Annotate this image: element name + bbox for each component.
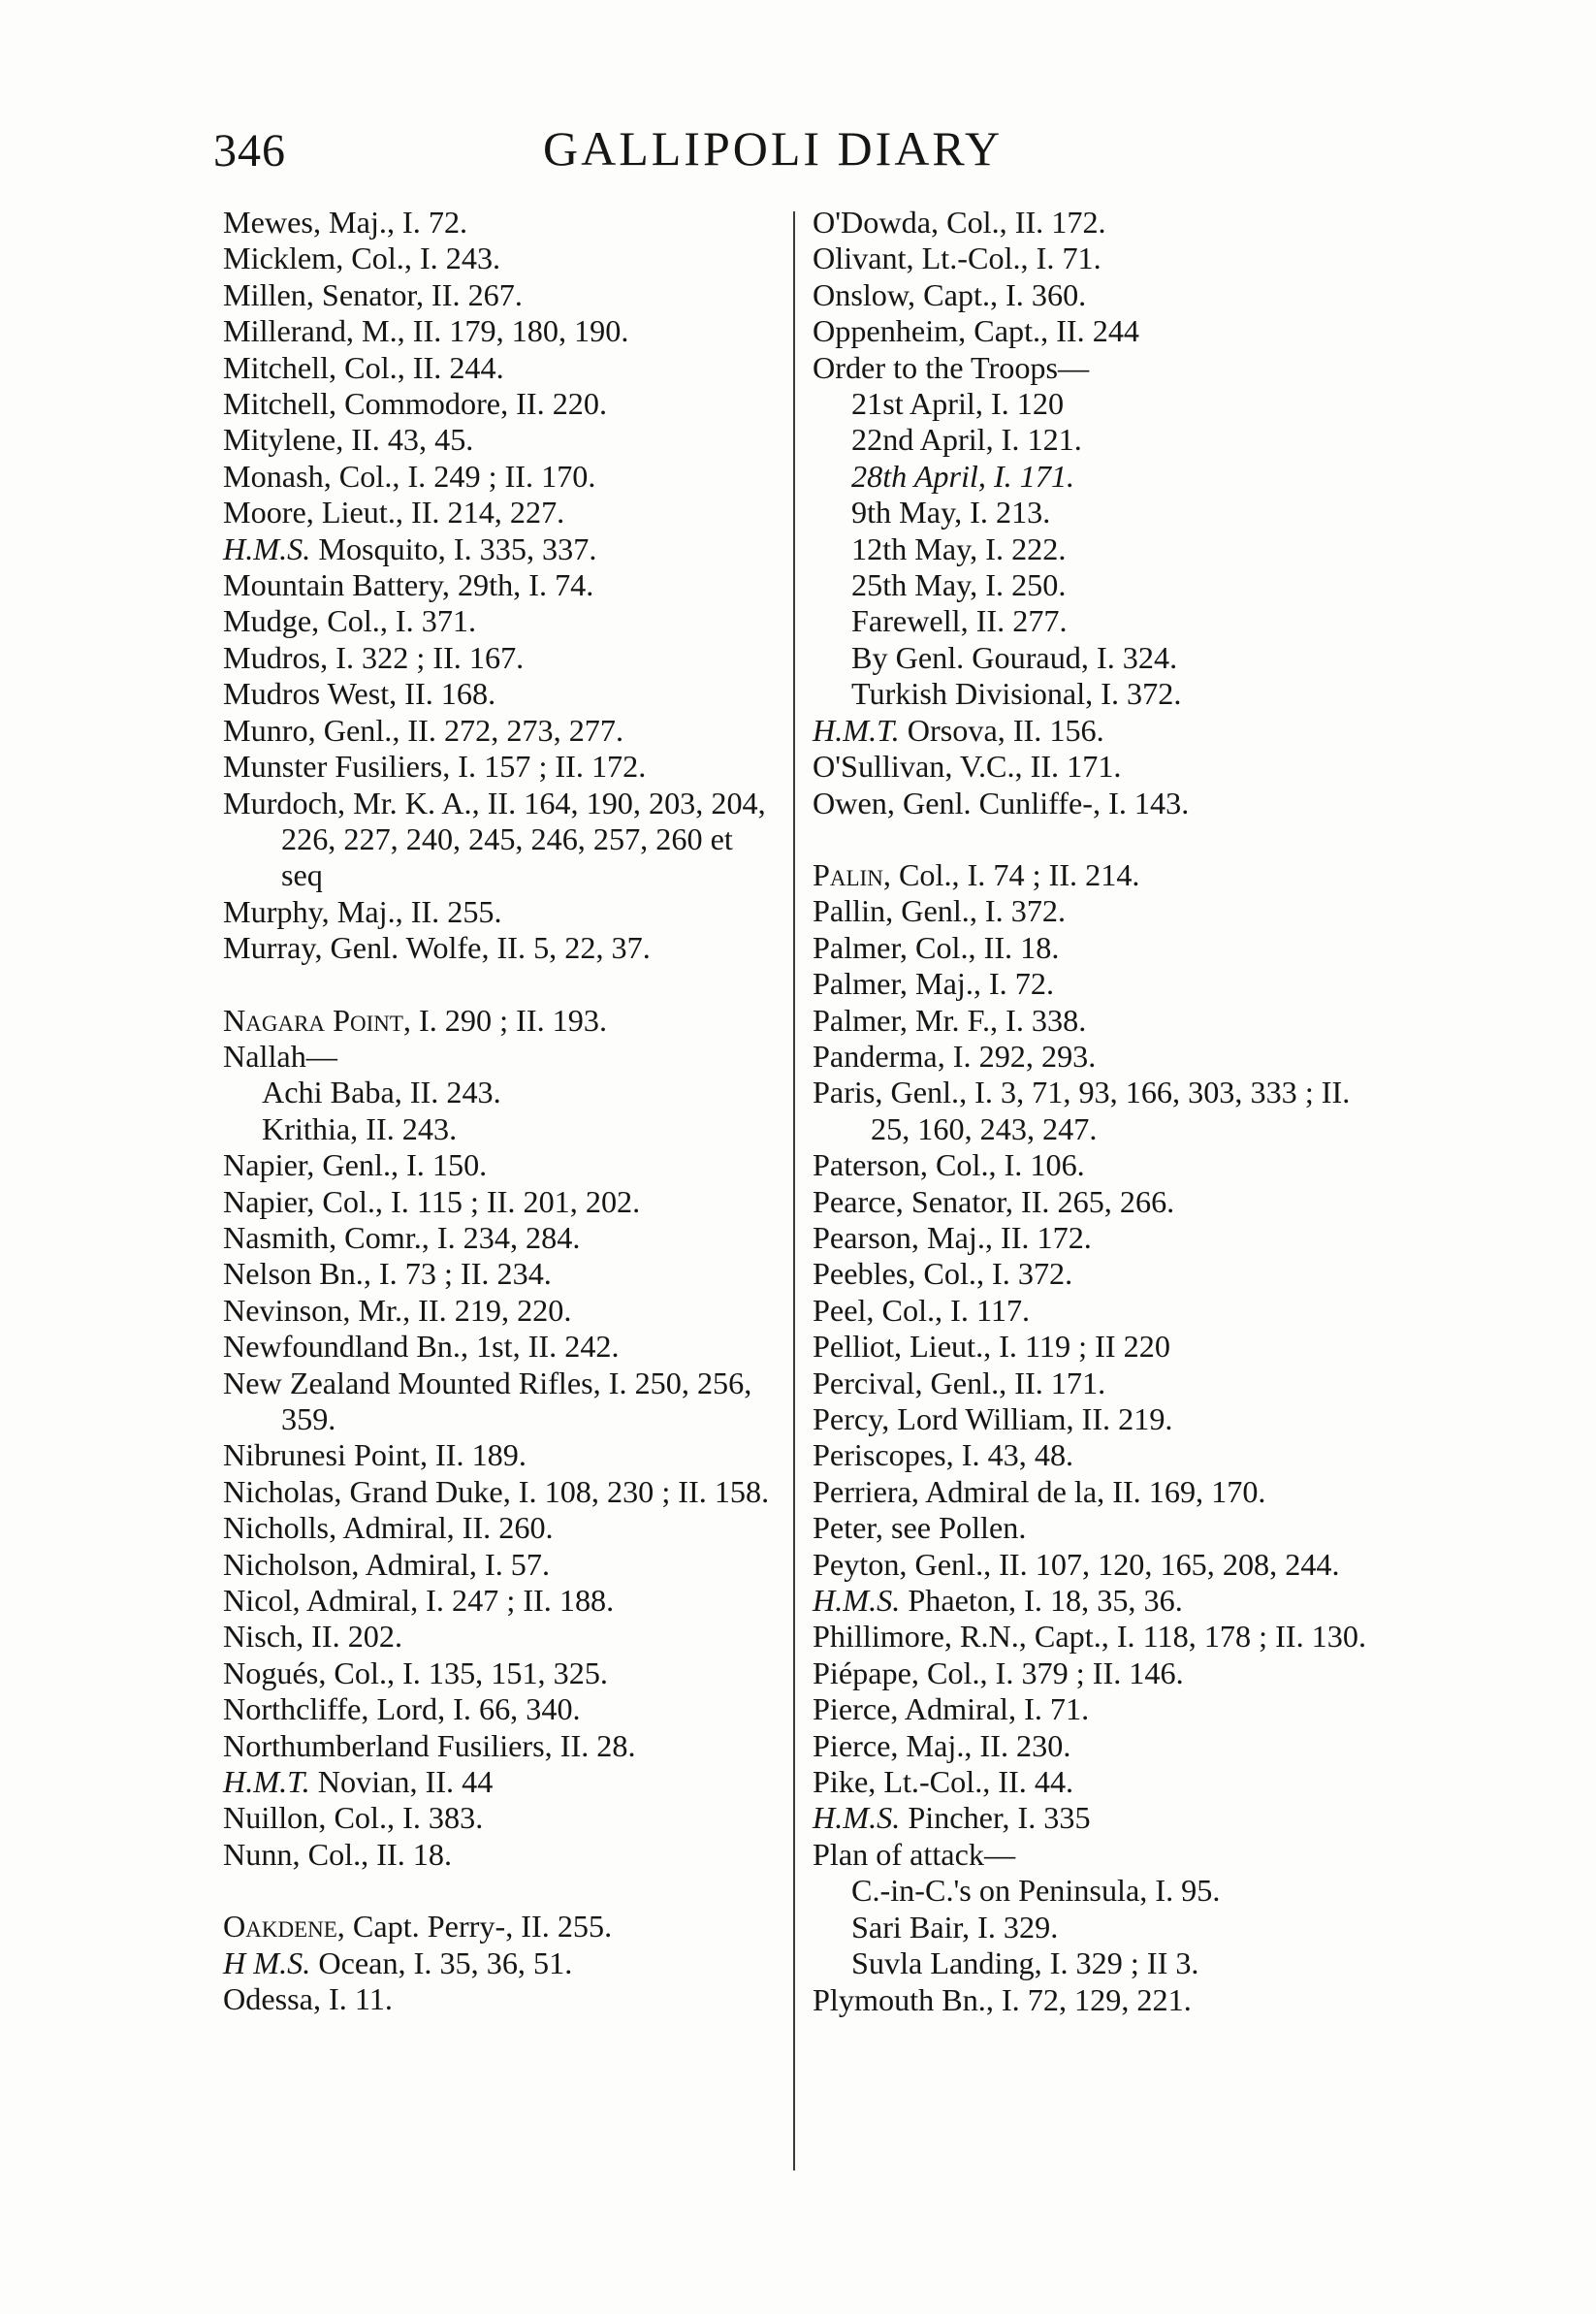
entry-text: Odessa, I. 11. [223, 1981, 393, 2017]
entry-text: Onslow, Capt., I. 360. [813, 276, 1087, 312]
index-entry [813, 1764, 1370, 1800]
entry-text: Phillimore, R.N., Capt., I. 118, 178 ; II. 130. [813, 1619, 1366, 1655]
entry-text: Mewes, Maj., I. 72. [223, 205, 468, 240]
index-entry [813, 1184, 1370, 1220]
index-entry [223, 1945, 771, 1981]
entry-text: Nevinson, Mr., II. 219, 220. [223, 1292, 572, 1328]
entry-text: Nasmith, Comr., I. 234, 284. [223, 1219, 581, 1255]
entry-text: Sari Bair, I. 329. [851, 1909, 1059, 1944]
index-column-left [223, 205, 771, 2018]
entry-text: Peyton, Genl., II. 107, 120, 165, 208, 244. [813, 1546, 1340, 1582]
entry-text: Panderma, I. 292, 293. [813, 1038, 1097, 1074]
index-entry [813, 1366, 1370, 1401]
index-entry [223, 1547, 771, 1583]
index-entry [223, 1437, 771, 1473]
index-entry [813, 1220, 1370, 1256]
index-entry [813, 1510, 1370, 1546]
entry-text: 9th May, I. 213. [851, 495, 1051, 530]
index-entry [223, 1147, 771, 1183]
index-entry [813, 1147, 1370, 1183]
index-entry [223, 676, 771, 712]
entry-headword: Palin [813, 856, 883, 892]
entry-text: Pierce, Maj., II. 230. [813, 1727, 1071, 1763]
entry-text: Newfoundland Bn., 1st, II. 242. [223, 1329, 620, 1365]
entry-text: Napier, Col., I. 115 ; II. 201, 202. [223, 1183, 641, 1219]
entry-text: Periscopes, I. 43, 48. [813, 1437, 1074, 1473]
entry-text: Micklem, Col., I. 243. [223, 241, 501, 276]
index-entry [223, 1909, 771, 1944]
index-entry [813, 1691, 1370, 1727]
entry-text: Nicholls, Admiral, II. 260. [223, 1510, 554, 1546]
index-entry [813, 893, 1370, 929]
entry-text: O'Sullivan, V.C., II. 171. [813, 749, 1122, 785]
index-subentry [813, 422, 1370, 458]
page-number: 346 [213, 125, 286, 177]
entry-text: 12th May, I. 222. [851, 530, 1067, 566]
entry-headword: Oakdene [223, 1909, 337, 1944]
entry-text: Nuillon, Col., I. 383. [223, 1800, 484, 1836]
index-entry [813, 786, 1370, 821]
index-entry [813, 350, 1370, 386]
entry-text: Plymouth Bn., I. 72, 129, 221. [813, 1981, 1192, 2017]
index-entry [813, 313, 1370, 349]
index-subentry [813, 386, 1370, 422]
entry-text: Nicol, Admiral, I. 247 ; II. 188. [223, 1583, 615, 1619]
index-entry [223, 459, 771, 495]
entry-text: New Zealand Mounted Rifles, I. 250, 256, 359. [223, 1365, 752, 1436]
index-entry [223, 603, 771, 639]
entry-text: Murdoch, Mr. K. A., II. 164, 190, 203, 204, 226, 227, 240, 245, 246, 257, 260 et seq [223, 785, 766, 893]
index-entry [223, 930, 771, 966]
entry-text: Pike, Lt.-Col., II. 44. [813, 1764, 1074, 1800]
entry-text: Paris, Genl., I. 3, 71, 93, 166, 303, 333 ; II. 25, 160, 243, 247. [813, 1075, 1351, 1146]
index-subentry [813, 495, 1370, 530]
entry-text: Phaeton, I. 18, 35, 36. [900, 1583, 1183, 1619]
entry-text: Achi Baba, II. 243. [262, 1075, 501, 1110]
entry-text: Munster Fusiliers, I. 157 ; II. 172. [223, 749, 647, 785]
index-entry [223, 1039, 771, 1075]
entry-headword: Nagara Point [223, 1002, 403, 1038]
index-subentry [813, 1945, 1370, 1981]
index-entry [223, 1981, 771, 2017]
index-entry [223, 1003, 771, 1039]
entry-text: Munro, Genl., II. 272, 273, 277. [223, 712, 624, 748]
entry-text: Percy, Lord William, II. 219. [813, 1401, 1173, 1436]
vessel-prefix: H.M.S. [813, 1800, 901, 1836]
index-entry [813, 1982, 1370, 2018]
index-entry [223, 495, 771, 530]
index-entry [813, 1800, 1370, 1836]
running-title: GALLIPOLI DIARY [543, 121, 1004, 176]
entry-text: Peel, Col., I. 117. [813, 1292, 1031, 1328]
index-entry [223, 350, 771, 386]
entry-text: Farewell, II. 277. [851, 603, 1068, 639]
index-entry [813, 1619, 1370, 1655]
entry-text: Northumberland Fusiliers, II. 28. [223, 1727, 636, 1763]
index-entry [223, 241, 771, 276]
index-entry [223, 1329, 771, 1365]
index-entry [813, 1837, 1370, 1873]
entry-text: Mosquito, I. 335, 337. [310, 530, 597, 566]
index-entry [813, 1256, 1370, 1292]
index-entry [223, 640, 771, 676]
entry-text: Millen, Senator, II. 267. [223, 276, 523, 312]
index-entry [813, 241, 1370, 276]
index-entry [223, 531, 771, 567]
index-entry [223, 422, 771, 458]
entry-text: Suvla Landing, I. 329 ; II 3. [851, 1945, 1199, 1981]
index-entry [223, 1293, 771, 1329]
index-entry [223, 1619, 771, 1655]
entry-text: Nisch, II. 202. [223, 1619, 403, 1655]
index-subentry [813, 531, 1370, 567]
entry-text: Palmer, Mr. F., I. 338. [813, 1002, 1087, 1038]
index-entry [813, 1547, 1370, 1583]
entry-text: Peebles, Col., I. 372. [813, 1256, 1073, 1292]
entry-text: Monash, Col., I. 249 ; II. 170. [223, 458, 596, 494]
index-entry [813, 966, 1370, 1002]
entry-text: O'Dowda, Col., II. 172. [813, 205, 1106, 240]
index-entry [223, 567, 771, 603]
index-subentry [813, 603, 1370, 639]
index-subentry [813, 459, 1370, 495]
entry-text: Perriera, Admiral de la, II. 169, 170. [813, 1473, 1266, 1509]
entry-text: , Col., I. 74 ; II. 214. [882, 856, 1140, 892]
index-subentry [223, 1075, 771, 1110]
entry-text: , Capt. Perry-, II. 255. [336, 1909, 613, 1944]
index-entry [813, 1293, 1370, 1329]
entry-text: Mudros, I. 322 ; II. 167. [223, 639, 525, 675]
entry-text: Millerand, M., II. 179, 180, 190. [223, 313, 629, 349]
index-entry [813, 749, 1370, 785]
entry-text: Ocean, I. 35, 36, 51. [310, 1944, 573, 1980]
index-entry [223, 1220, 771, 1256]
index-subentry [813, 1873, 1370, 1909]
entry-text: Pierce, Admiral, I. 71. [813, 1691, 1090, 1727]
index-entry [223, 786, 771, 894]
index-entry [223, 1510, 771, 1546]
entry-text: Murphy, Maj., II. 255. [223, 893, 502, 929]
index-subentry [813, 1910, 1370, 1945]
entry-text: Nelson Bn., I. 73 ; II. 234. [223, 1256, 552, 1292]
index-entry [813, 1075, 1370, 1147]
entry-text: C.-in-C.'s on Peninsula, I. 95. [851, 1873, 1221, 1909]
entry-text: Mudros West, II. 168. [223, 676, 496, 712]
entry-text: Nibrunesi Point, II. 189. [223, 1437, 527, 1473]
index-subentry [813, 567, 1370, 603]
index-subentry [813, 676, 1370, 712]
index-entry [223, 1474, 771, 1510]
entry-text: Order to the Troops— [813, 349, 1090, 385]
index-entry [223, 749, 771, 785]
index-entry [223, 277, 771, 313]
entry-text: Novian, II. 44 [309, 1764, 494, 1800]
entry-text: Plan of attack— [813, 1836, 1016, 1872]
index-entry [813, 277, 1370, 313]
entry-text: Orsova, II. 156. [899, 712, 1104, 748]
index-entry [223, 1256, 771, 1292]
index-entry [223, 1837, 771, 1873]
index-entry [223, 1691, 771, 1727]
vessel-prefix: H.M.T. [813, 712, 900, 748]
entry-text: 22nd April, I. 121. [851, 422, 1082, 458]
vessel-prefix: H.M.S. [813, 1583, 901, 1619]
entry-text: Owen, Genl. Cunliffe-, I. 143. [813, 785, 1190, 820]
entry-text: Mountain Battery, 29th, I. 74. [223, 567, 594, 603]
entry-text: Oppenheim, Capt., II. 244 [813, 313, 1140, 349]
index-subentry [813, 640, 1370, 676]
entry-text: Piépape, Col., I. 379 ; II. 146. [813, 1655, 1184, 1690]
index-entry [223, 1366, 771, 1438]
index-entry [223, 1800, 771, 1836]
index-entry [813, 1583, 1370, 1619]
entry-text: Pearce, Senator, II. 265, 266. [813, 1183, 1175, 1219]
entry-text: 28th April, I. 171. [851, 458, 1075, 494]
index-entry [223, 313, 771, 349]
index-entry [813, 1401, 1370, 1437]
entry-text: Pelliot, Lieut., I. 119 ; II 220 [813, 1329, 1170, 1365]
index-entry [223, 1655, 771, 1691]
entry-text: Nicholson, Admiral, I. 57. [223, 1546, 551, 1582]
index-entry [223, 1184, 771, 1220]
entry-text: Nogués, Col., I. 135, 151, 325. [223, 1655, 608, 1690]
index-column-right [813, 205, 1370, 2018]
entry-text: Moore, Lieut., II. 214, 227. [223, 495, 565, 530]
entry-text: 25th May, I. 250. [851, 567, 1067, 603]
entry-text: Nallah— [223, 1038, 337, 1074]
index-entry [813, 1437, 1370, 1473]
index-entry [223, 1764, 771, 1800]
entry-text: 21st April, I. 120 [851, 386, 1065, 422]
entry-text: Turkish Divisional, I. 372. [851, 676, 1182, 712]
index-entry [813, 1474, 1370, 1510]
index-subentry [223, 1111, 771, 1147]
index-entry [223, 386, 771, 422]
entry-text: Murray, Genl. Wolfe, II. 5, 22, 37. [223, 930, 651, 966]
entry-text: , I. 290 ; II. 193. [402, 1002, 607, 1038]
entry-text: Palmer, Col., II. 18. [813, 929, 1060, 965]
entry-text: Percival, Genl., II. 171. [813, 1365, 1106, 1400]
entry-text: Pincher, I. 335 [900, 1800, 1091, 1836]
column-divider [793, 211, 795, 2170]
entry-text: Olivant, Lt.-Col., I. 71. [813, 241, 1101, 276]
vessel-prefix: H M.S. [223, 1944, 311, 1980]
index-entry [813, 1655, 1370, 1691]
entry-text: Paterson, Col., I. 106. [813, 1147, 1085, 1183]
entry-text: Palmer, Maj., I. 72. [813, 966, 1055, 1002]
entry-text: Mitylene, II. 43, 45. [223, 422, 474, 458]
index-entry [813, 1003, 1370, 1039]
entry-text: Mitchell, Commodore, II. 220. [223, 386, 608, 422]
entry-text: Pearson, Maj., II. 172. [813, 1219, 1092, 1255]
index-entry [813, 857, 1370, 893]
index-entry [813, 1039, 1370, 1075]
index-entry [813, 1329, 1370, 1365]
index-entry [223, 205, 771, 241]
entry-text: Northcliffe, Lord, I. 66, 340. [223, 1691, 581, 1727]
entry-text: Krithia, II. 243. [262, 1110, 458, 1146]
index-entry [813, 930, 1370, 966]
entry-text: Pallin, Genl., I. 372. [813, 893, 1067, 929]
index-entry [223, 1583, 771, 1619]
index-entry [223, 894, 771, 930]
index-entry [223, 1728, 771, 1764]
entry-text: By Genl. Gouraud, I. 324. [851, 639, 1178, 675]
index-entry [813, 205, 1370, 241]
index-entry [813, 1728, 1370, 1764]
index-entry [813, 713, 1370, 749]
entry-text: Nunn, Col., II. 18. [223, 1836, 453, 1872]
index-entry [223, 713, 771, 749]
entry-text: Peter, see Pollen. [813, 1510, 1027, 1546]
entry-text: Mudge, Col., I. 371. [223, 603, 477, 639]
vessel-prefix: H.M.T. [223, 1764, 310, 1800]
entry-text: Mitchell, Col., II. 244. [223, 349, 504, 385]
entry-text: Nicholas, Grand Duke, I. 108, 230 ; II. 158. [223, 1473, 770, 1509]
entry-text: Napier, Genl., I. 150. [223, 1147, 488, 1183]
vessel-prefix: H.M.S. [223, 530, 311, 566]
